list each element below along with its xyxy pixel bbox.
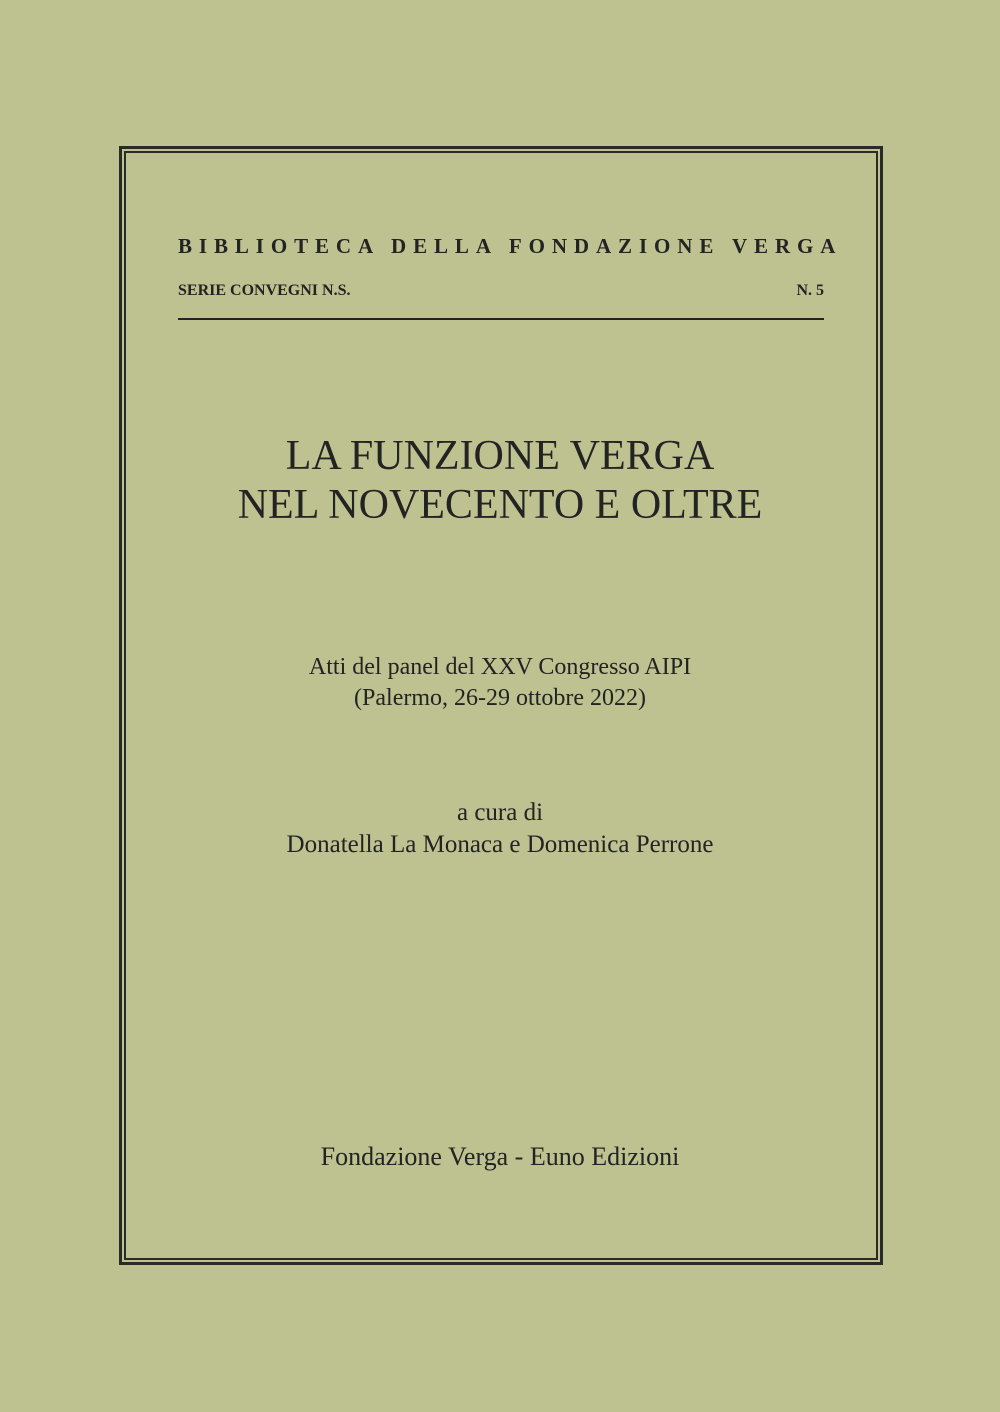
title-line-1: LA FUNZIONE VERGA [285, 433, 715, 479]
book-title [0, 432, 1000, 530]
proceedings-line-2: (Palermo, 26-29 ottobre 2022) [354, 685, 646, 711]
series-title: BIBLIOTECA DELLA FONDAZIONE VERGA [178, 234, 843, 258]
proceedings-info [0, 652, 1000, 714]
header-divider [178, 318, 824, 320]
editors-names: Donatella La Monaca e Domenica Perrone [286, 831, 714, 858]
publisher: Fondazione Verga - Euno Edizioni [320, 1142, 680, 1171]
proceedings-line-1: Atti del panel del XXV Congresso AIPI [308, 654, 692, 680]
editors-label: a cura di [456, 799, 544, 826]
editors-block [0, 797, 1000, 861]
series-subtitle: SERIE CONVEGNI N.S. [178, 282, 351, 299]
series-number: N. 5 [796, 282, 824, 299]
title-line-2: NEL NOVECENTO E OLTRE [237, 482, 763, 528]
